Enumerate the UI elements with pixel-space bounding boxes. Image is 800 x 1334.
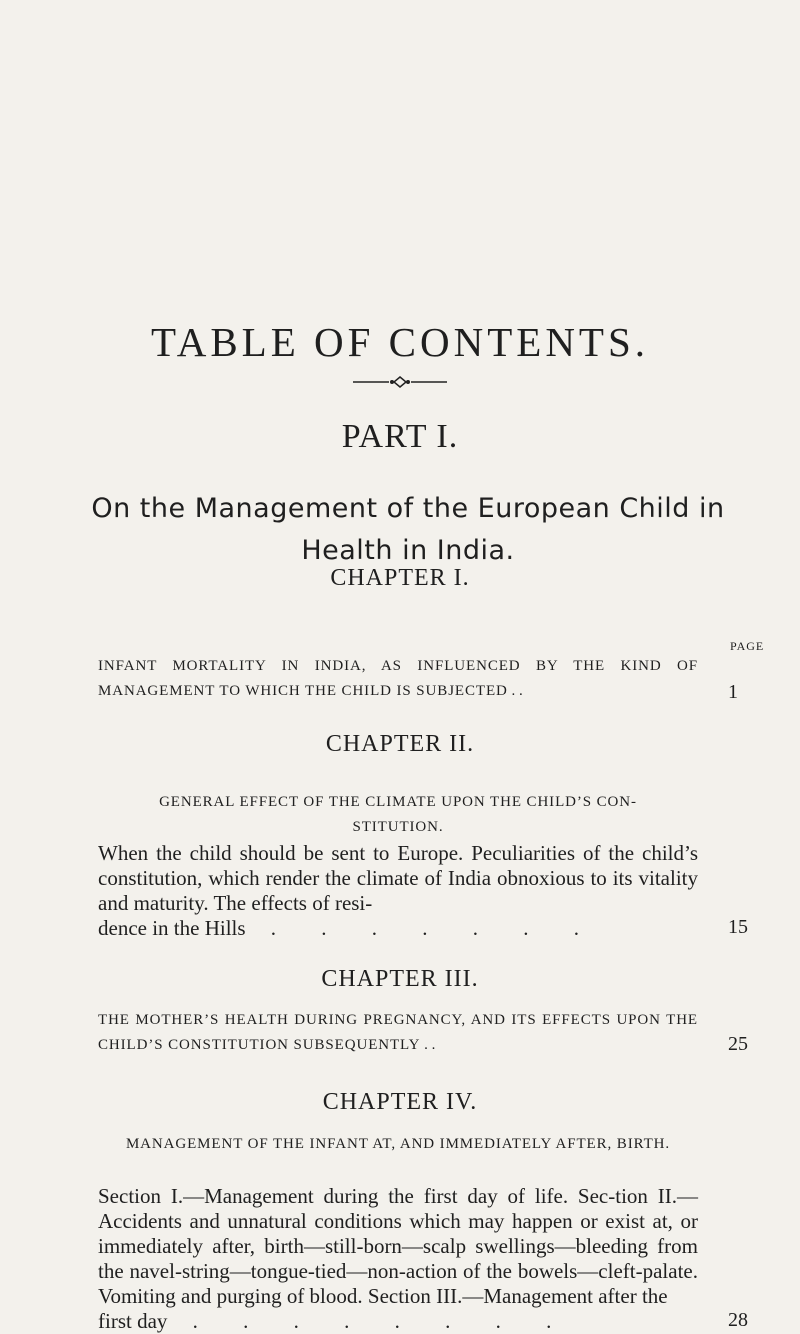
chapter-2-text-end: dence in the Hills <box>98 916 246 940</box>
chapter-4-summary: MANAGEMENT OF THE INFANT AT, AND IMMEDIATELY AFTER, BIRTH. <box>125 1136 671 1152</box>
chapter-4-text-last-line <box>98 1309 698 1334</box>
chapter-4-text <box>98 1184 698 1309</box>
chapter-4-page-number: 28 <box>728 1309 748 1331</box>
chapter-1-heading: CHAPTER I. <box>330 565 470 591</box>
chapter-4-text-end: first day <box>98 1309 168 1333</box>
chapter-2-leaders: . . . . . . . <box>245 916 600 940</box>
chapter-4-heading: CHAPTER IV. <box>322 1089 478 1115</box>
chapter-3-summary-text: THE MOTHER’S HEALTH DURING PREGNANCY, AND ITS EFFECTS UPON THE CHILD’S CONSTITUTION SUBSEQUENTLY <box>98 1012 698 1053</box>
chapter-2-text-main: When the child should be sent to Europe. Peculiarities of the child’s constitution, which render the climate of India obnoxious to its vitality and maturity. The effects of resi- <box>98 841 698 915</box>
chapter-1-summary-text: INFANT MORTALITY IN INDIA, AS INFLUENCED BY THE KIND OF MANAGEMENT TO WHICH THE CHILD IS SUBJECTED <box>98 658 698 699</box>
chapter-4-leaders: . . . . . . . . <box>167 1309 572 1333</box>
chapter-2-page-number: 15 <box>728 916 748 938</box>
chapter-2-heading: CHAPTER II. <box>325 731 475 757</box>
chapter-1-leaders: . . <box>507 683 523 699</box>
chapter-3-page-number: 25 <box>728 1033 748 1055</box>
chapter-2-text-last-line <box>98 916 698 941</box>
part-subtitle: On the Management of the European Child in Health in India. <box>91 493 725 566</box>
chapter-3-leaders: . . <box>420 1037 436 1053</box>
chapter-2-summary: GENERAL EFFECT OF THE CLIMATE UPON THE CHILD’S CON-STITUTION. <box>159 794 637 835</box>
chapter-4-text-main: Section I.—Management during the first day of life. Sec-tion II.—Accidents and unnatural conditions which may happen or exist at, or immediately after, birth—still-born—scalp swellings—bleeding from the navel-string—tongue-tied—non-action of the bowels—cleft-palate. Vomiting and purging of blood. Section III.—Management after the <box>98 1184 698 1308</box>
chapter-3-summary <box>98 1008 698 1058</box>
page-column-label: PAGE <box>730 639 765 653</box>
chapter-3-heading: CHAPTER III. <box>321 966 479 992</box>
chapter-1-page-number: 1 <box>728 681 738 703</box>
divider-ornament <box>353 376 447 388</box>
chapter-2-text <box>98 841 698 916</box>
document-title: TABLE OF CONTENTS. <box>150 319 650 365</box>
part-heading: PART I. <box>341 418 459 455</box>
chapter-1-summary <box>98 654 698 704</box>
